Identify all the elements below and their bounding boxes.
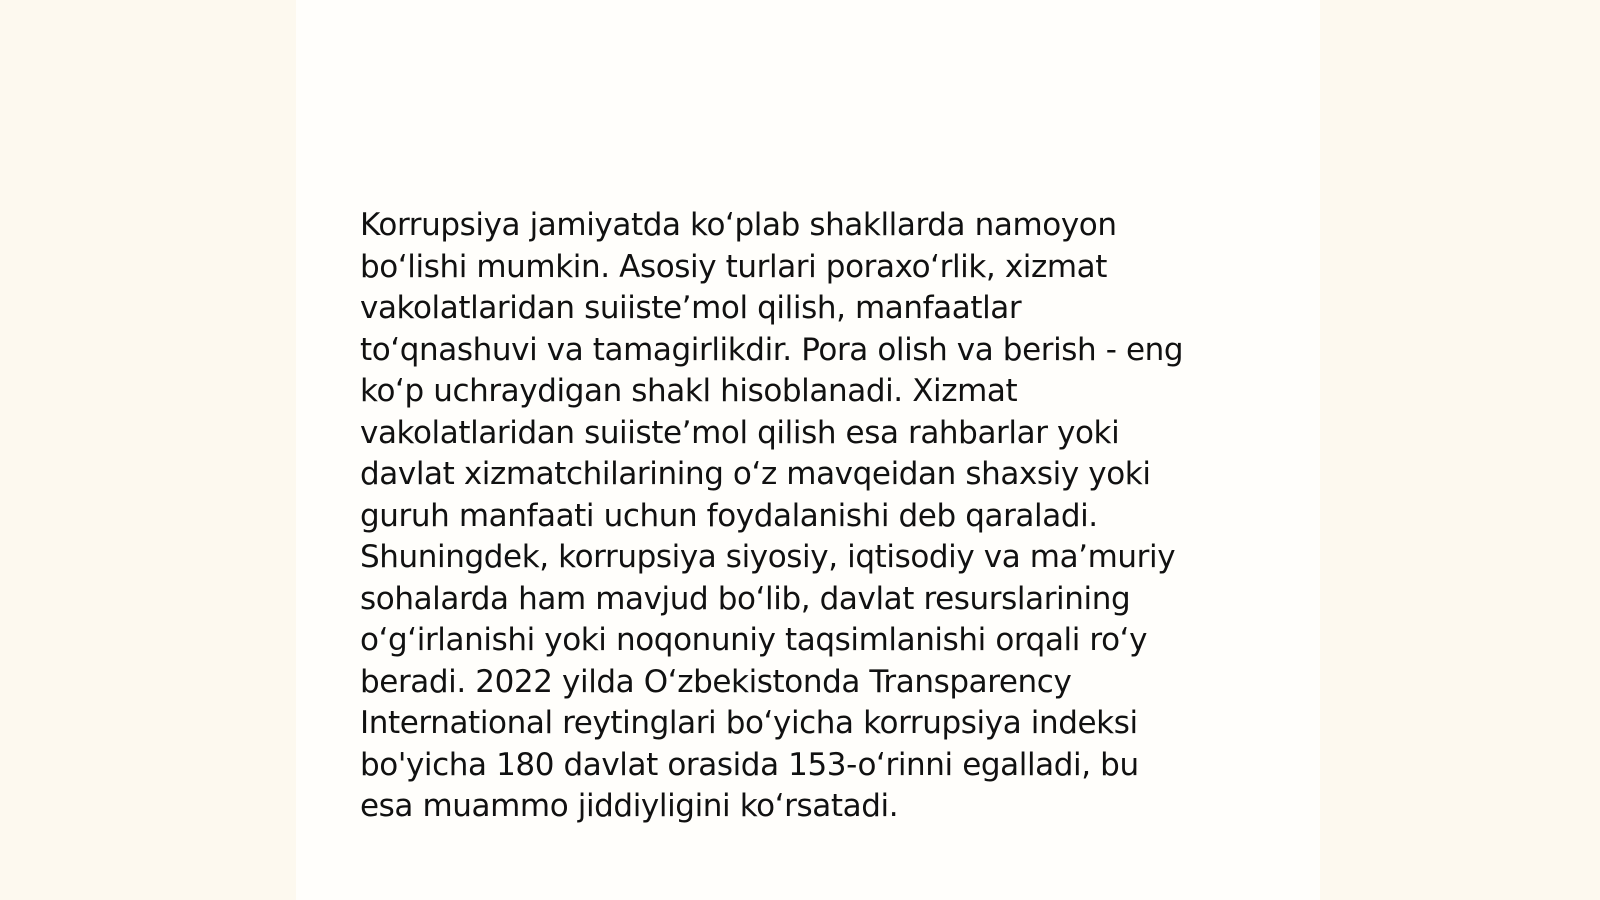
paragraph-line-6: vakolatlaridan suiisteʼmol qilish esa rahbarlar yoki (360, 414, 1120, 451)
body-paragraph (360, 205, 1260, 828)
paragraph-line-7: davlat xizmatchilarining oʻz mavqeidan shaxsiy yoki (360, 456, 1151, 492)
paragraph-line-12: beradi. 2022 yilda Oʻzbekistonda Transparency (360, 663, 1072, 700)
paragraph-line-15: esa muammo jiddiyligini koʻrsatadi. (360, 788, 899, 824)
paragraph-line-5: koʻp uchraydigan shakl hisoblanadi. Xizmat (360, 373, 1018, 409)
paragraph-line-14: bo'yicha 180 davlat orasida 153-oʻrinni egalladi, bu (360, 746, 1139, 783)
paragraph-line-4: toʻqnashuvi va tamagirlikdir. Pora olish va berish - eng (360, 331, 1184, 368)
document-page (296, 0, 1320, 900)
paragraph-line-2: boʻlishi mumkin. Asosiy turlari poraxoʻrlik, xizmat (360, 248, 1108, 285)
paragraph-line-13: International reytinglari boʻyicha korrupsiya indeksi (360, 705, 1138, 741)
paragraph-line-10: sohalarda ham mavjud boʻlib, davlat resurslarining (360, 580, 1131, 617)
paragraph-line-3: vakolatlaridan suiisteʼmol qilish, manfaatlar (360, 290, 1022, 326)
paragraph-line-8: guruh manfaati uchun foydalanishi deb qaraladi. (360, 497, 1098, 534)
paragraph-line-9: Shuningdek, korrupsiya siyosiy, iqtisodiy va maʼmuriy (360, 539, 1176, 575)
paragraph-line-11: oʻgʻirlanishi yoki noqonuniy taqsimlanishi orqali roʻy (360, 622, 1148, 658)
paragraph-line-1: Korrupsiya jamiyatda koʻplab shakllarda namoyon (360, 207, 1117, 243)
